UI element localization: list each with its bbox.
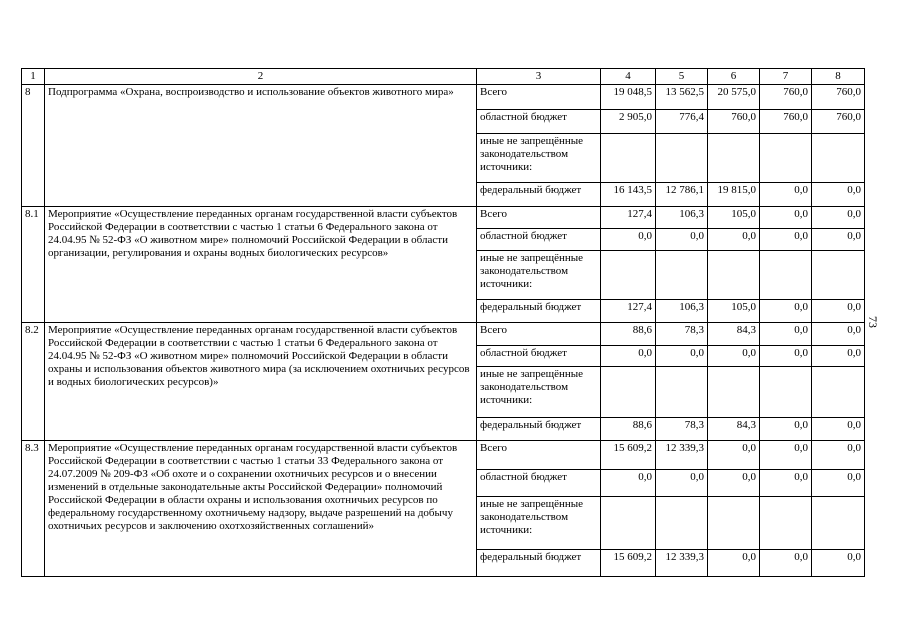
funding-source: федеральный бюджет [477,418,601,441]
value-cell: 0,0 [760,183,812,207]
value-cell: 19 815,0 [708,183,760,207]
value-cell: 0,0 [812,300,865,323]
value-cell: 20 575,0 [708,85,760,110]
value-cell [760,251,812,300]
header-cell: 4 [601,69,656,85]
table-row [22,323,865,346]
value-cell: 19 048,5 [601,85,656,110]
value-cell: 0,0 [760,207,812,229]
header-cell: 7 [760,69,812,85]
budget-table [21,68,865,577]
section-number: 8.3 [22,441,45,577]
value-cell: 0,0 [760,346,812,367]
value-cell: 0,0 [708,470,760,497]
value-cell: 0,0 [708,550,760,577]
value-cell [601,367,656,418]
section-number: 8.1 [22,207,45,323]
section-title: Мероприятие «Осуществление переданных органам государственной власти субъектов Российской Федерации в соответствии с частью 1 статьи 33 Федерального закона от 24.07.2009 № 209-ФЗ «Об охоте и о сохранении охотничьих ресурсов и о внесении изменений в отдельные законодательные акты Российской Федерации» полномочий Российской Федерации в области охраны и использования охотничьих ресурсов по федеральному государственному охотничьему надзору, выдаче разрешений на добычу охотничьих ресурсов и заключению охотхозяйственных соглашений» [45,441,477,577]
funding-source: иные не запрещённые законодательством источники: [477,367,601,418]
funding-source: Всего [477,85,601,110]
value-cell: 106,3 [656,300,708,323]
value-cell [812,497,865,550]
value-cell: 776,4 [656,110,708,134]
value-cell: 0,0 [708,441,760,470]
value-cell: 127,4 [601,207,656,229]
value-cell: 760,0 [760,110,812,134]
value-cell [760,497,812,550]
value-cell: 105,0 [708,300,760,323]
value-cell [812,134,865,183]
header-cell: 1 [22,69,45,85]
value-cell: 12 339,3 [656,550,708,577]
funding-source: Всего [477,207,601,229]
value-cell: 0,0 [812,346,865,367]
value-cell: 0,0 [812,183,865,207]
funding-source: федеральный бюджет [477,550,601,577]
value-cell [656,367,708,418]
value-cell: 0,0 [760,550,812,577]
value-cell: 12 786,1 [656,183,708,207]
value-cell [601,251,656,300]
value-cell [656,251,708,300]
value-cell: 78,3 [656,323,708,346]
value-cell: 760,0 [708,110,760,134]
section-number: 8.2 [22,323,45,441]
value-cell: 84,3 [708,418,760,441]
value-cell: 0,0 [760,418,812,441]
value-cell: 0,0 [760,300,812,323]
value-cell: 78,3 [656,418,708,441]
value-cell: 88,6 [601,323,656,346]
value-cell [656,134,708,183]
section-title: Подпрограмма «Охрана, воспроизводство и использование объектов животного мира» [45,85,477,207]
value-cell [760,367,812,418]
value-cell [708,497,760,550]
value-cell: 12 339,3 [656,441,708,470]
funding-source: областной бюджет [477,229,601,251]
section-title: Мероприятие «Осуществление переданных органам государственной власти субъектов Российской Федерации в соответствии с частью 1 статьи 6 Федерального закона от 24.04.95 № 52-ФЗ «О животном мире» полномочий Российской Федерации в области охраны и использования объектов животного мира (за исключением охотничьих ресурсов и водных биологических ресурсов)» [45,323,477,441]
funding-source: Всего [477,323,601,346]
header-cell: 8 [812,69,865,85]
value-cell: 15 609,2 [601,441,656,470]
value-cell: 105,0 [708,207,760,229]
header-cell: 2 [45,69,477,85]
value-cell: 0,0 [760,470,812,497]
value-cell: 0,0 [601,346,656,367]
value-cell [601,134,656,183]
value-cell [708,134,760,183]
value-cell [812,367,865,418]
value-cell [708,367,760,418]
funding-source: областной бюджет [477,346,601,367]
value-cell: 0,0 [812,229,865,251]
funding-source: иные не запрещённые законодательством источники: [477,497,601,550]
header-cell: 3 [477,69,601,85]
value-cell: 13 562,5 [656,85,708,110]
value-cell: 0,0 [760,441,812,470]
value-cell: 106,3 [656,207,708,229]
funding-source: иные не запрещённые законодательством источники: [477,134,601,183]
value-cell: 0,0 [812,550,865,577]
table-row [22,85,865,110]
header-cell: 5 [656,69,708,85]
value-cell: 0,0 [812,323,865,346]
value-cell: 0,0 [601,229,656,251]
value-cell: 0,0 [812,470,865,497]
value-cell: 0,0 [708,346,760,367]
value-cell: 0,0 [656,229,708,251]
value-cell: 88,6 [601,418,656,441]
funding-source: федеральный бюджет [477,183,601,207]
value-cell [812,251,865,300]
funding-source: иные не запрещённые законодательством источники: [477,251,601,300]
value-cell: 0,0 [656,346,708,367]
table-row [22,207,865,229]
funding-source: Всего [477,441,601,470]
funding-source: областной бюджет [477,470,601,497]
value-cell: 15 609,2 [601,550,656,577]
funding-source: областной бюджет [477,110,601,134]
value-cell [656,497,708,550]
value-cell: 16 143,5 [601,183,656,207]
value-cell: 0,0 [760,323,812,346]
page-number: 73 [866,316,880,328]
section-title: Мероприятие «Осуществление переданных органам государственной власти субъектов Российской Федерации в соответствии с частью 1 статьи 6 Федерального закона от 24.04.95 № 52-ФЗ «О животном мире» полномочий Российской Федерации в области организации, регулирования и охраны водных биологических ресурсов» [45,207,477,323]
value-cell: 0,0 [760,229,812,251]
value-cell: 0,0 [656,470,708,497]
value-cell: 0,0 [812,418,865,441]
value-cell: 0,0 [812,441,865,470]
section-number: 8 [22,85,45,207]
header-cell: 6 [708,69,760,85]
header-row [22,69,865,85]
value-cell: 2 905,0 [601,110,656,134]
value-cell: 84,3 [708,323,760,346]
value-cell: 760,0 [812,85,865,110]
value-cell [708,251,760,300]
value-cell: 127,4 [601,300,656,323]
value-cell: 0,0 [601,470,656,497]
table-row [22,441,865,470]
funding-source: федеральный бюджет [477,300,601,323]
value-cell: 0,0 [812,207,865,229]
value-cell: 0,0 [708,229,760,251]
value-cell [601,497,656,550]
value-cell [760,134,812,183]
value-cell: 760,0 [812,110,865,134]
value-cell: 760,0 [760,85,812,110]
